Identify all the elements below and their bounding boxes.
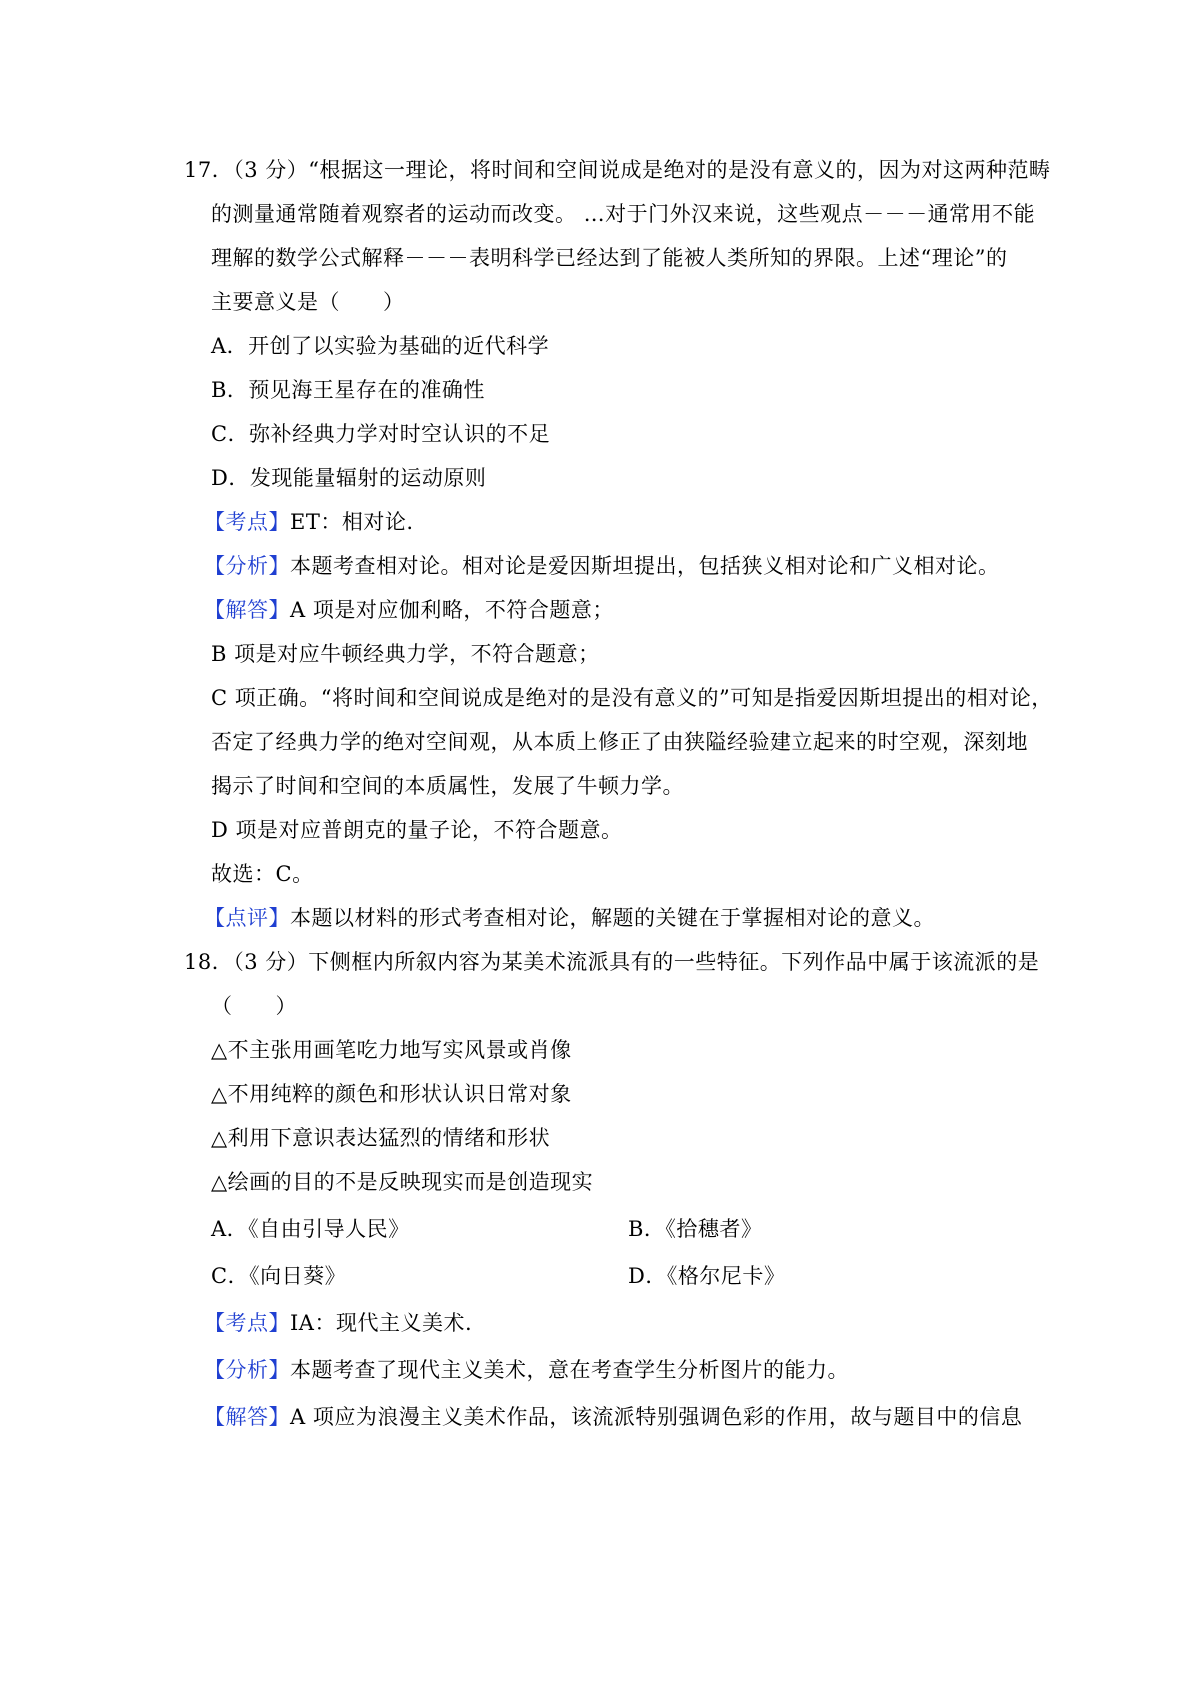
q18-stem-line-2: （ ） — [211, 994, 297, 1018]
q17-stem-line-3: 理解的数学公式解释－－－表明科学已经达到了能被人类所知的界限。上述“理论”的 — [211, 246, 1008, 270]
q17-option-d: D．发现能量辐射的运动原则 — [211, 466, 487, 490]
q17-dianping — [204, 904, 935, 932]
jieda-tag: 【解答】 — [204, 1405, 290, 1429]
q17-jieda-line-2: B 项是对应牛顿经典力学，不符合题意； — [211, 642, 600, 666]
q18-option-a: A．《自由引导人民》 — [211, 1217, 410, 1241]
q18-fenxi — [204, 1356, 849, 1384]
q17-jieda-line-7: 故选：C。 — [211, 862, 314, 886]
q18-feature-2: △不用纯粹的颜色和形状认识日常对象 — [211, 1082, 572, 1106]
fenxi-tag: 【分析】 — [204, 554, 290, 578]
kaodian-text: ET：相对论. — [290, 510, 414, 534]
fenxi-text: 本题考查相对论。相对论是爱因斯坦提出，包括狭义相对论和广义相对论。 — [290, 554, 1000, 578]
q18-stem-line-1: 18．（3 分）下侧框内所叙内容为某美术流派具有的一些特征。下列作品中属于该流派的是 — [184, 950, 1040, 974]
jieda-tag: 【解答】 — [204, 598, 290, 622]
q18-option-b: B．《拾穗者》 — [628, 1217, 763, 1241]
q17-stem-line-2: 的测量通常随着观察者的运动而改变。 …对于门外汉来说，这些观点－－－通常用不能 — [211, 202, 1036, 226]
q18-option-d: D．《格尔尼卡》 — [628, 1264, 786, 1288]
fenxi-tag: 【分析】 — [204, 1358, 290, 1382]
q17-fenxi — [204, 552, 1000, 580]
q18-option-c: C．《向日葵》 — [211, 1264, 347, 1288]
jieda-text-1: A 项是对应伽利略，不符合题意； — [290, 598, 614, 622]
q18-feature-1: △不主张用画笔吃力地写实风景或肖像 — [211, 1038, 572, 1062]
q17-jieda-line-6: D 项是对应普朗克的量子论，不符合题意。 — [211, 818, 623, 842]
kaodian-tag: 【考点】 — [204, 1311, 290, 1335]
q17-jieda-line-5: 揭示了时间和空间的本质属性，发展了牛顿力学。 — [211, 774, 684, 798]
q17-jieda — [204, 596, 614, 624]
q18-kaodian — [204, 1309, 472, 1337]
q18-feature-3: △利用下意识表达猛烈的情绪和形状 — [211, 1126, 551, 1150]
dianping-text: 本题以材料的形式考查相对论，解题的关键在于掌握相对论的意义。 — [290, 906, 935, 930]
q17-stem-line-4: 主要意义是（ ） — [211, 290, 405, 314]
q17-kaodian — [204, 508, 414, 536]
q17-jieda-line-3: C 项正确。“将时间和空间说成是绝对的是没有意义的”可知是指爱因斯坦提出的相对论， — [211, 686, 1053, 710]
fenxi-text: 本题考查了现代主义美术，意在考查学生分析图片的能力。 — [290, 1358, 849, 1382]
kaodian-tag: 【考点】 — [204, 510, 290, 534]
jieda-text: A 项应为浪漫主义美术作品，该流派特别强调色彩的作用，故与题目中的信息 — [290, 1405, 1023, 1429]
kaodian-text: IA：现代主义美术. — [290, 1311, 473, 1335]
q17-option-b: B．预见海王星存在的准确性 — [211, 378, 485, 402]
dianping-tag: 【点评】 — [204, 906, 290, 930]
q17-stem-line-1: 17．（3 分）“根据这一理论，将时间和空间说成是绝对的是没有意义的，因为对这两种范畴 — [184, 158, 1051, 182]
q17-option-c: C．弥补经典力学对时空认识的不足 — [211, 422, 551, 446]
q17-option-a: A．开创了以实验为基础的近代科学 — [211, 334, 550, 358]
q18-feature-4: △绘画的目的不是反映现实而是创造现实 — [211, 1170, 594, 1194]
q17-jieda-line-4: 否定了经典力学的绝对空间观，从本质上修正了由狭隘经验建立起来的时空观，深刻地 — [211, 730, 1028, 754]
q18-jieda — [204, 1403, 1022, 1431]
